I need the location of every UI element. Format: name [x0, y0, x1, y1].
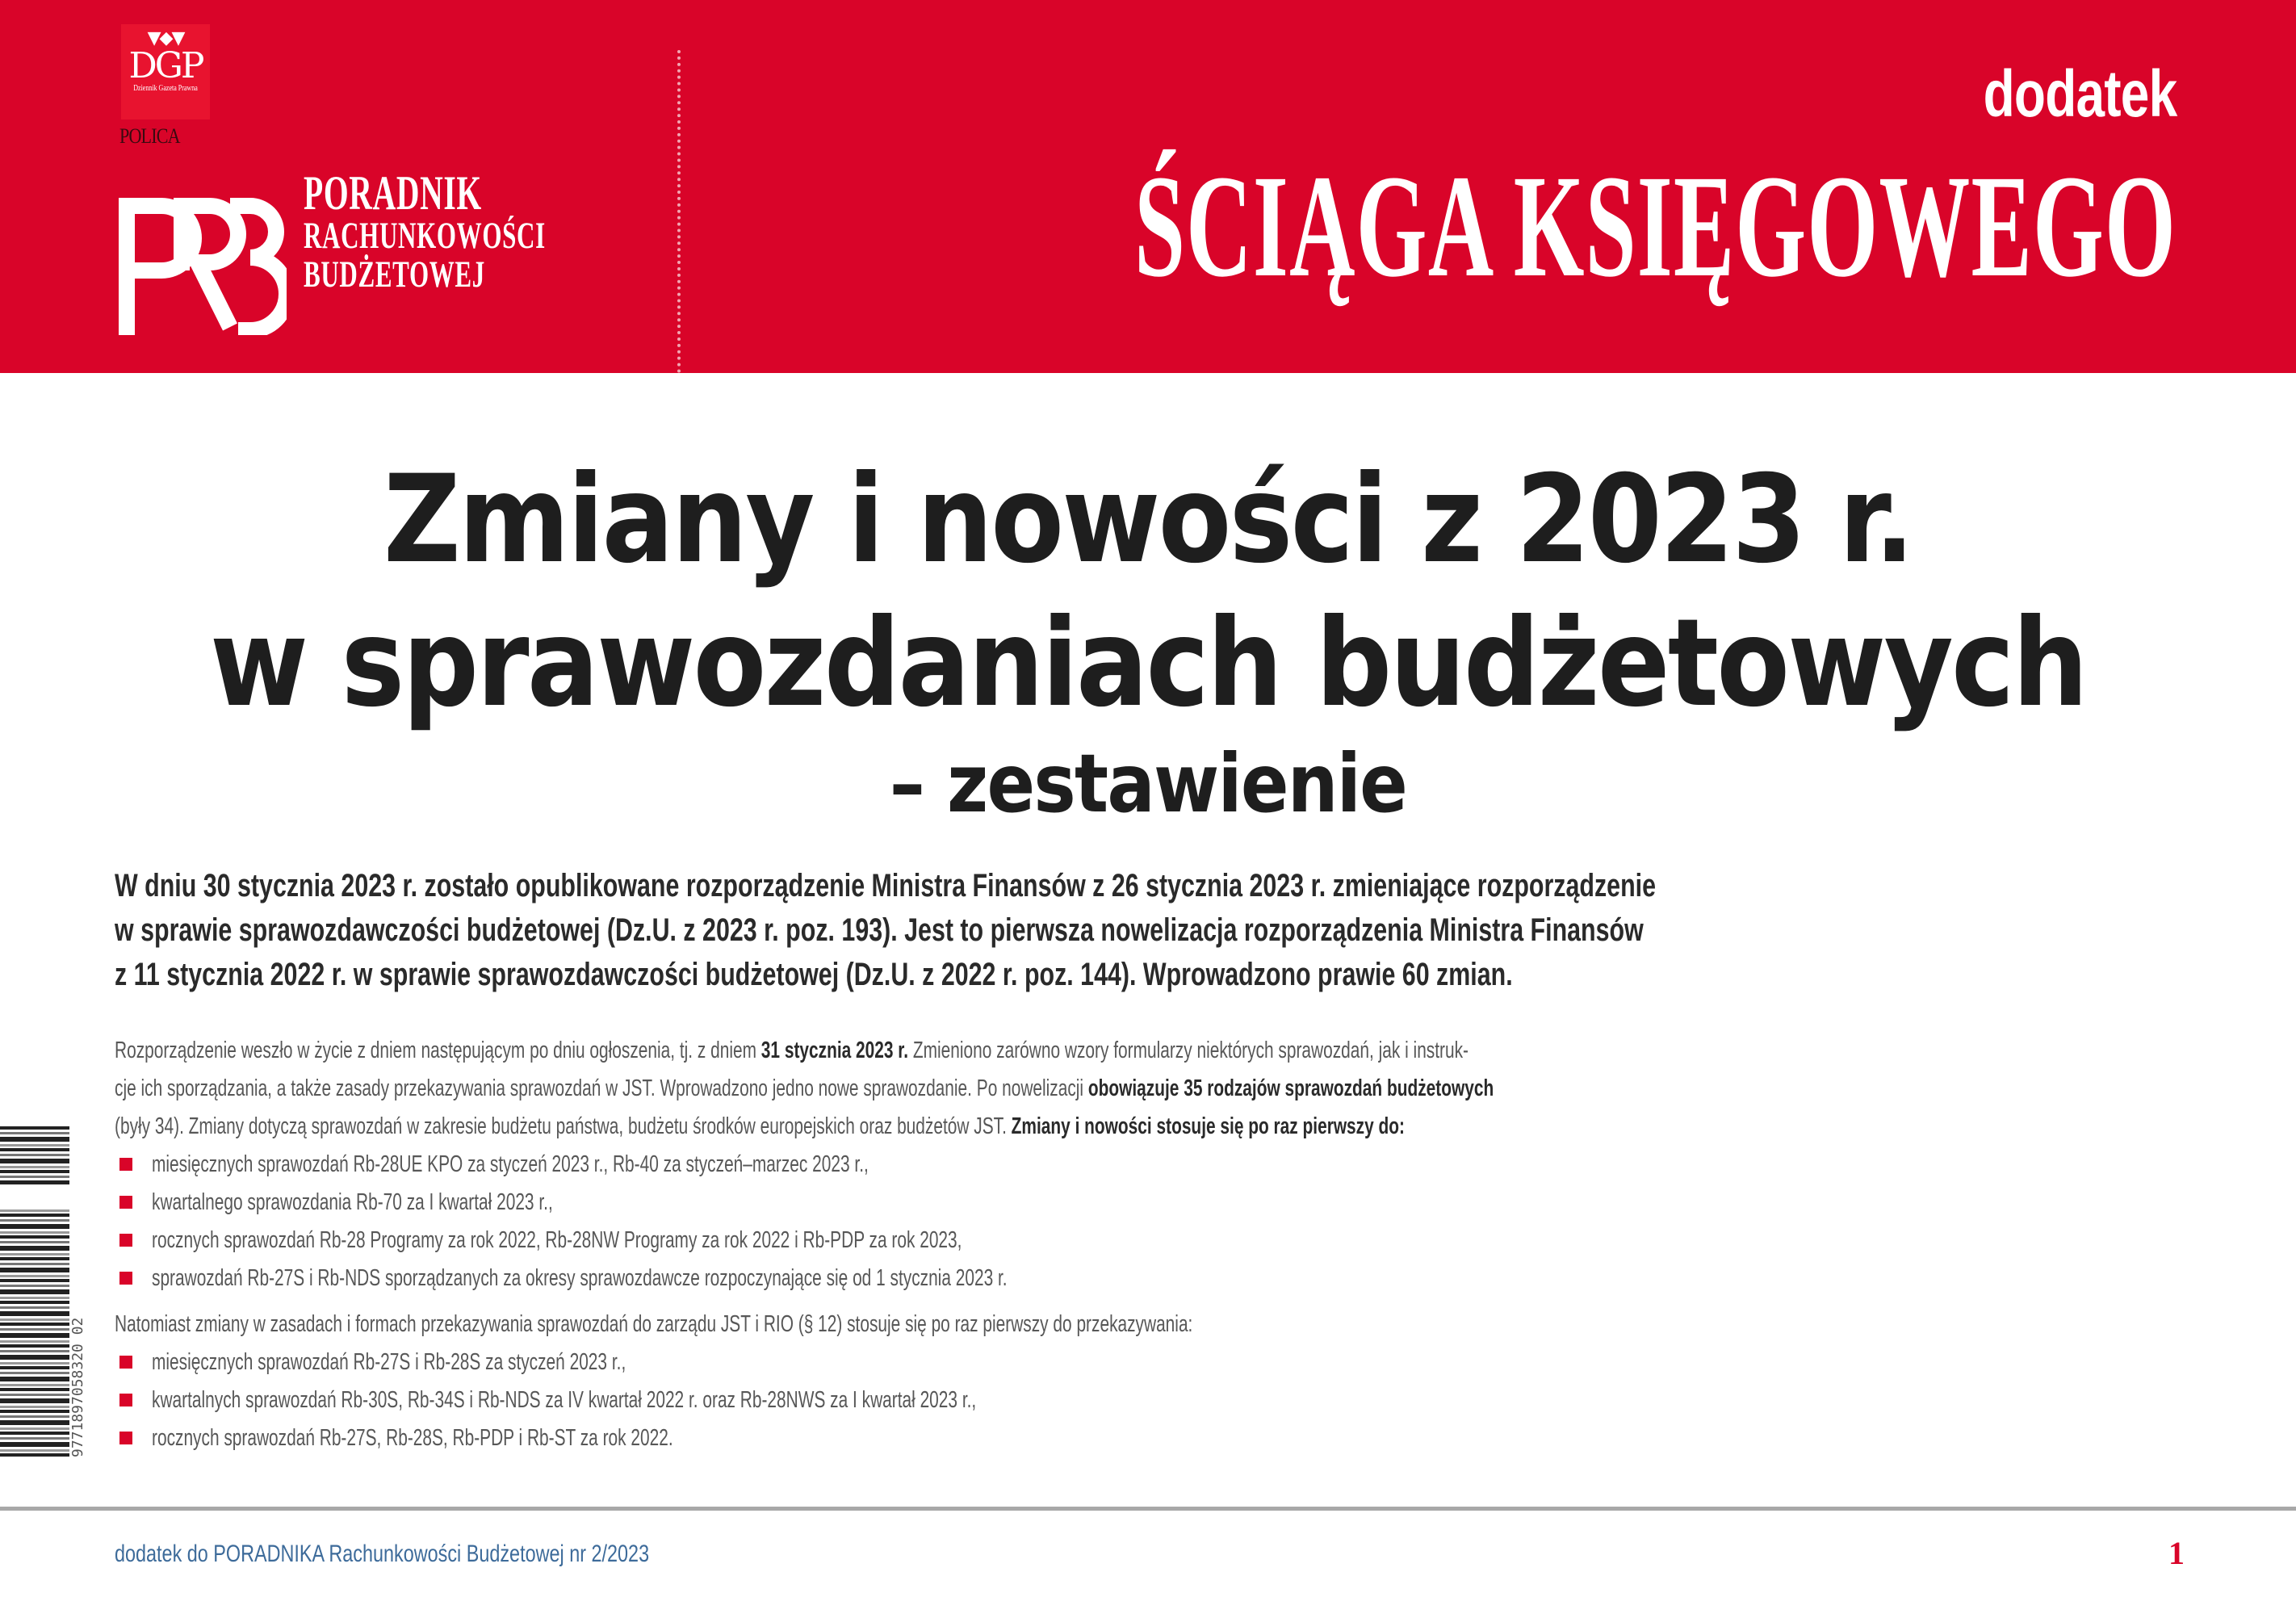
lead-paragraph	[115, 864, 2181, 997]
list-item-text: rocznych sprawozdań Rb-28 Programy za rok 2022, Rb-28NW Programy za rok 2022 i Rb-PDP za rok 2023,	[152, 1227, 962, 1253]
list-item-text: miesięcznych sprawozdań Rb-27S i Rb-28S za styczeń 2023 r.,	[152, 1349, 626, 1375]
list-item	[115, 1222, 2181, 1260]
list-item-text: kwartalnego sprawozdania Rb-70 za I kwartał 2023 r.,	[152, 1189, 553, 1215]
list-item	[115, 1260, 2181, 1297]
bullet-square-icon	[119, 1196, 132, 1209]
list-item	[115, 1184, 2181, 1222]
eagle-icon: ▼◆▼	[147, 28, 184, 48]
header-banner	[0, 0, 2296, 373]
publisher-label: POLICA	[119, 124, 180, 148]
prb-logo-icon	[117, 174, 287, 335]
body-text-emphasis: obowiązuje 35 rodzajów sprawozdań budżetowych	[1087, 1075, 1494, 1101]
bullet-list-transmission	[115, 1344, 2181, 1457]
bullet-square-icon	[119, 1394, 132, 1406]
body-text-segment: Zmieniono zarówno wzory formularzy niektórych sprawozdań, jak i instruk-	[908, 1038, 1469, 1063]
list-item-text: sprawozdań Rb-27S i Rb-NDS sporządzanych za okresy sprawozdawcze rozpoczynające się od 1 stycznia 2023 r.	[152, 1265, 1008, 1291]
body-text-emphasis: Zmiany i nowości stosuje się po raz pierwszy do:	[1011, 1113, 1405, 1139]
bullet-square-icon	[119, 1234, 132, 1247]
title-line-2: w sprawozdaniach budżetowych	[210, 593, 2086, 734]
list-item	[115, 1344, 2181, 1381]
brand-name-line-3: BUDŻETOWEJ	[304, 254, 485, 296]
title-line-3: – zestawienie	[889, 736, 1407, 831]
body-text-emphasis: 31 stycznia 2023 r.	[760, 1038, 909, 1063]
dgp-logo-mark: DGP	[128, 45, 203, 86]
body-text-segment: (były 34). Zmiany dotyczą sprawozdań w zakresie budżetu państwa, budżetu środków europejskich oraz budżetów JST.	[115, 1113, 1012, 1139]
bullet-square-icon	[119, 1158, 132, 1171]
list-item	[115, 1419, 2181, 1457]
title-line-1: Zmiany i nowości z 2023 r.	[383, 450, 1913, 590]
page-number: 1	[2168, 1535, 2185, 1571]
footer-divider	[0, 1507, 2296, 1511]
bullet-square-icon	[119, 1272, 132, 1285]
lead-line: z 11 stycznia 2022 r. w sprawie sprawozdawczości budżetowej (Dz.U. z 2022 r. poz. 144). Wprowadzono prawie 60 zmian.	[115, 957, 1513, 992]
bullet-square-icon	[119, 1356, 132, 1369]
body-line	[115, 1032, 1603, 1070]
barcode	[0, 1126, 81, 1457]
body-text	[115, 1032, 2181, 1457]
list-item	[115, 1146, 2181, 1184]
body-line	[115, 1070, 1603, 1108]
brand-name-line-1: PORADNIK	[304, 166, 482, 220]
body-text-segment: cje ich sporządzania, a także zasady przekazywania sprawozdań w JST. Wprowadzono jedno nowe sprawozdanie. Po nowelizacji	[115, 1075, 1088, 1101]
dgp-logo	[121, 24, 210, 119]
footer-text: dodatek do PORADNIKA Rachunkowości Budżetowej nr 2/2023	[115, 1541, 650, 1567]
list-item-text: miesięcznych sprawozdań Rb-28UE KPO za styczeń 2023 r., Rb-40 za styczeń–marzec 2023 r.,	[152, 1151, 869, 1177]
brand-name	[304, 166, 546, 296]
page-title	[0, 448, 2296, 832]
list-item	[115, 1381, 2181, 1419]
body-line	[115, 1108, 1603, 1146]
supplement-label: dodatek	[1983, 57, 2177, 131]
list-item-text: rocznych sprawozdań Rb-27S, Rb-28S, Rb-PDP i Rb-ST za rok 2022.	[152, 1425, 673, 1451]
header-divider	[677, 50, 681, 373]
bullet-square-icon	[119, 1432, 132, 1444]
body-text-segment: Rozporządzenie weszło w życie z dniem następującym po dniu ogłoszenia, tj. z dniem	[115, 1038, 761, 1063]
barcode-gap	[0, 1184, 81, 1207]
list-item-text: kwartalnych sprawozdań Rb-30S, Rb-34S i Rb-NDS za IV kwartał 2022 r. oraz Rb-28NWS za I kwartał 2023 r.,	[152, 1387, 977, 1413]
barcode-digits: 9771897058320 02	[69, 1126, 92, 1457]
lead-line: W dniu 30 stycznia 2023 r. zostało opublikowane rozporządzenie Ministra Finansów z 26 stycznia 2023 r. zmieniające rozporządzenie	[115, 868, 1657, 903]
bullet-list-first-use	[115, 1146, 2181, 1297]
lead-line: w sprawie sprawozdawczości budżetowej (Dz.U. z 2023 r. poz. 193). Jest to pierwsza nowelizacja rozporządzenia Ministra Finansów	[115, 912, 1644, 948]
supplement-title: ŚCIĄGA KSIĘGOWEGO	[1134, 145, 2177, 308]
body-intro-second: Natomiast zmiany w zasadach i formach przekazywania sprawozdań do zarządu JST i RIO (§ 12) stosuje się po raz pierwszy do przekazywania:	[115, 1311, 1193, 1337]
brand-name-line-2: RACHUNKOWOŚCI	[304, 215, 546, 257]
dgp-logo-subtitle: Dziennik Gazeta Prawna	[133, 84, 198, 93]
